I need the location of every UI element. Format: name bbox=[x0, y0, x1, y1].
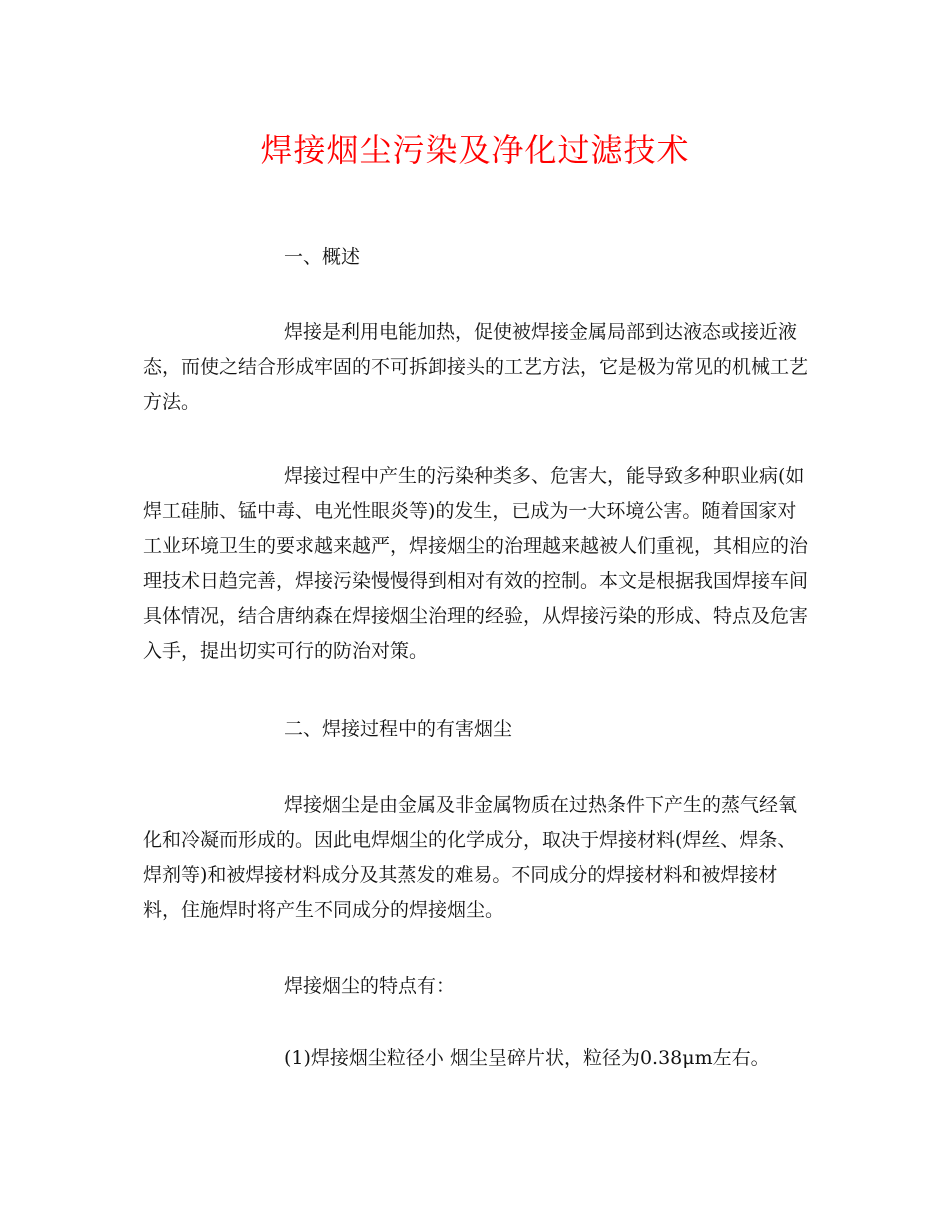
section-heading-fume-features: 焊接烟尘的特点有： bbox=[284, 975, 456, 997]
paragraph-welding-definition: 焊接是利用电能加热，促使被焊接金属局部到达液态或接近液态，而使之结合形成牢固的不可拆卸接头的工艺方法，它是极为常见的机械工艺方法。 bbox=[143, 321, 809, 413]
section-heading-overview: 一、概述 bbox=[284, 246, 361, 268]
list-item-feature-1: (1)焊接烟尘粒径小 烟尘呈碎片状，粒径为0.38μm左右。 bbox=[284, 1047, 770, 1069]
paragraph-welding-pollution: 焊接过程中产生的污染种类多、危害大，能导致多种职业病(如焊工硅肺、锰中毒、电光性眼炎等)的发生，已成为一大环境公害。随着国家对工业环境卫生的要求越来越严，焊接烟尘的治理越来越被人们重视，其相应的治理技术日趋完善，焊接污染慢慢得到相对有效的控制。本文是根据我国焊接车间具体情况，结合唐纳森在焊接烟尘治理的经验，从焊接污染的形成、特点及危害入手，提出切实可行的防治对策。 bbox=[143, 465, 809, 662]
section-heading-hazardous-fumes: 二、焊接过程中的有害烟尘 bbox=[284, 718, 513, 740]
document-title: 焊接烟尘污染及净化过滤技术 bbox=[260, 131, 690, 169]
paragraph-fume-formation: 焊接烟尘是由金属及非金属物质在过热条件下产生的蒸气经氧化和冷凝而形成的。因此电焊烟尘的化学成分，取决于焊接材料(焊丝、焊条、焊剂等)和被焊接材料成分及其蒸发的难易。不同成分的焊接材料和被焊接材料，住施焊时将产生不同成分的焊接烟尘。 bbox=[143, 794, 798, 921]
